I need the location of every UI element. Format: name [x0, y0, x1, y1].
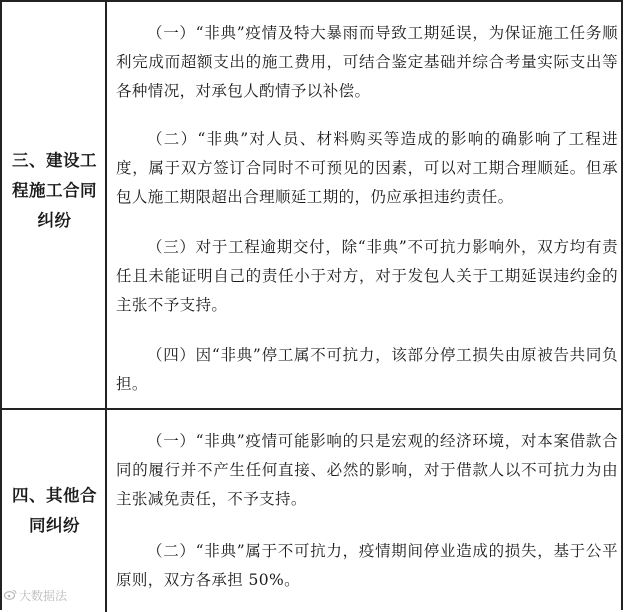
watermark-text: 大数据法: [19, 589, 68, 603]
ruling-paragraph: （三）对于工程逾期交付，除“非典”不可抗力影响外，双方均有责任且未能证明自己的责任小于对方，对于发包人关于工期延误违约金的主张不予支持。: [116, 238, 618, 314]
category-cell: [2, 410, 107, 612]
category-label: 四、其他合同纠纷: [12, 486, 97, 535]
weibo-icon: [4, 589, 17, 603]
table-row-construction-contract: [2, 2, 621, 410]
rulings-cell: [110, 2, 617, 408]
rulings-cell: [110, 410, 617, 612]
ruling-paragraph: （二）“非典”属于不可抗力，疫情期间停业造成的损失，基于公平原则，双方各承担 50%。: [116, 542, 618, 589]
ruling-paragraph: （二）“非典”对人员、材料购买等造成的影响的确影响了工程进度，属于双方签订合同时不可预见的因素，可以对工期合理顺延。但承包人施工期限超出合理顺延工期的，仍应承担违约责任。: [116, 130, 618, 206]
table-row-other-contract: [2, 410, 621, 612]
category-cell: [2, 2, 107, 408]
ruling-paragraph: （一）“非典”疫情可能影响的只是宏观的经济环境，对本案借款合同的履行并不产生任何直接、必然的影响，对于借款人以不可抗力为由主张减免责任，不予支持。: [116, 432, 618, 508]
watermark: [4, 587, 67, 604]
ruling-paragraph: （一）“非典”疫情及特大暴雨而导致工期延误，为保证施工任务顺利完成而超额支出的施工费用，可结合鉴定基础并综合考量实际支出等各种情况，对承包人酌情予以补偿。: [116, 24, 618, 100]
ruling-paragraph: （四）因“非典”停工属不可抗力，该部分停工损失由原被告共同负担。: [116, 346, 618, 393]
category-label: 三、建设工程施工合同纠纷: [12, 151, 97, 230]
